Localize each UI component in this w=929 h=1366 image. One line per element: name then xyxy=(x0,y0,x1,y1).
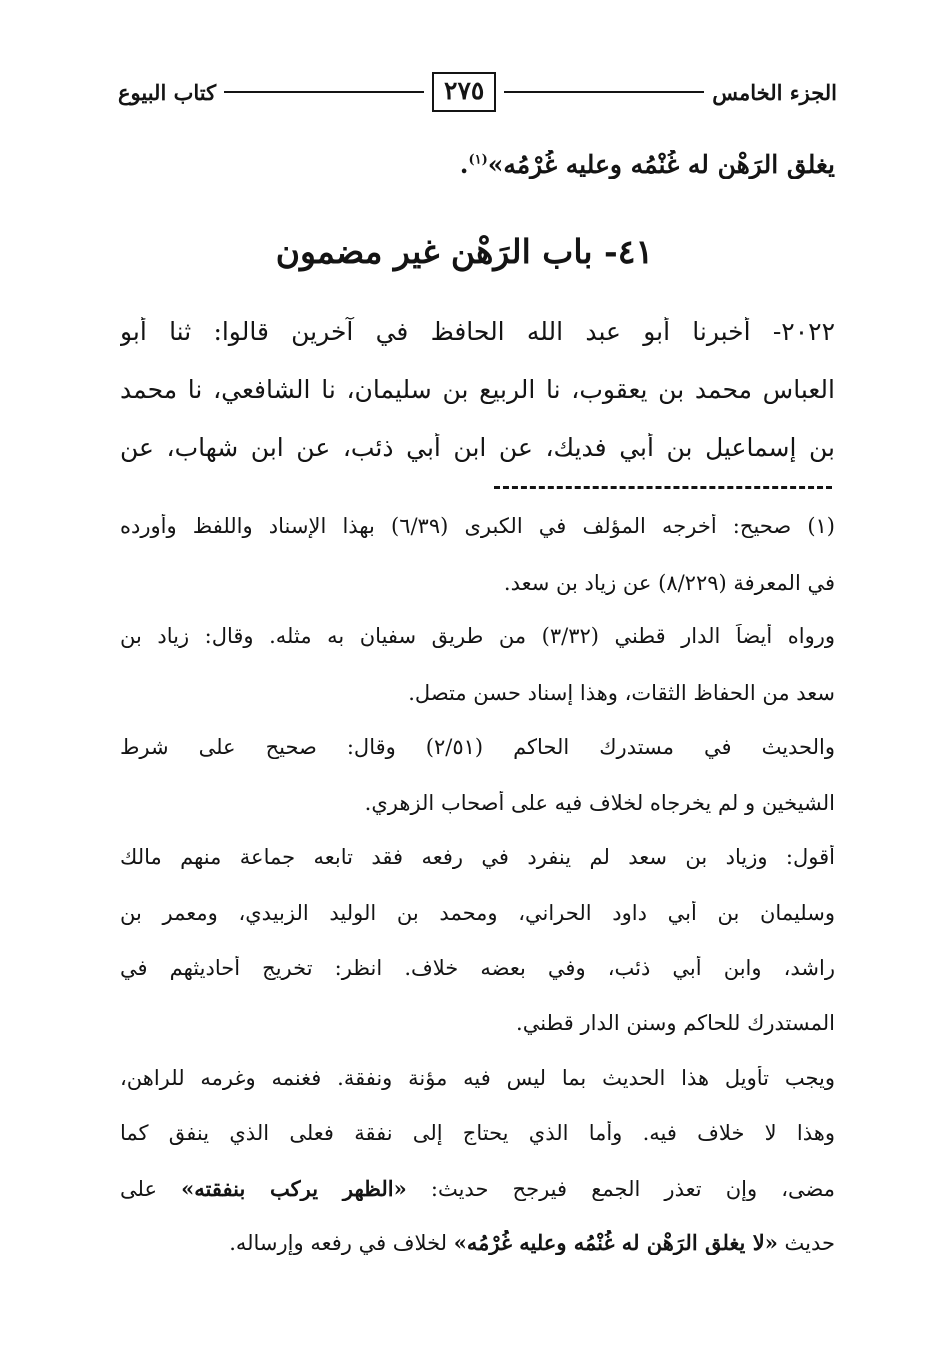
intro-line xyxy=(120,150,835,179)
quoted-hadith-1: «الظهر يركب بنفقته» xyxy=(181,1176,407,1201)
header-rule-right xyxy=(504,91,704,93)
body-line-3: بن إسماعيل بن أبي فديك، عن ابن أبي ذئب، عن ابن شهاب، عن xyxy=(120,433,835,462)
footnote-line-6: الشيخين و لم يخرجاه لخلاف فيه على أصحاب الزهري. xyxy=(364,791,835,815)
footnote-separator xyxy=(494,486,832,489)
footnote-line-7: أقول: وزياد بن سعد لم ينفرد في رفعه فقد تابعه جماعة منهم مالك xyxy=(120,845,835,869)
footnote-line-12: وهذا لا خلاف فيه. وأما الذي يحتاج إلى نفقة فعلى الذي ينفق كما xyxy=(120,1121,835,1145)
header-rule-left xyxy=(224,91,424,93)
body-line-1: ٢٠٢٢- أخبرنا أبو عبد الله الحافظ في آخرين قالوا: ثنا أبو xyxy=(120,317,835,346)
footnote-line-14-end: لخلاف في رفعه وإرساله. xyxy=(229,1231,448,1255)
footnote-line-11: ويجب تأويل هذا الحديث بما ليس فيه مؤنة ونفقة. فغنمه وغرمه للراهن، xyxy=(120,1066,835,1090)
footnote-line-14-start: حديث xyxy=(784,1231,835,1255)
footnote-line-13-start: مضى، وإن تعذر الجمع فيرجح حديث: xyxy=(430,1177,835,1201)
footnote-line-9: راشد، وابن أبي ذئب، وفي بعضه خلاف. انظر: تخريج أحاديثهم في xyxy=(120,956,835,980)
intro-end: . xyxy=(459,150,469,179)
footnote-line-2: في المعرفة (٨/٢٢٩) عن زياد بن سعد. xyxy=(503,571,835,595)
body-line-2: العباس محمد بن يعقوب، نا الربيع بن سليمان، نا الشافعي، نا محمد xyxy=(120,375,835,404)
footnote-line-1: (١) صحيح: أخرجه المؤلف في الكبرى (٦/٣٩) بهذا الإسناد واللفظ وأورده xyxy=(120,514,835,538)
footnote-line-14 xyxy=(120,1230,835,1255)
intro-text: يغلق الرَهْن له غُنْمُه وعليه غُرْمُه» xyxy=(487,150,835,179)
footnote-line-13-end: على xyxy=(120,1177,157,1201)
page-number: ٢٧٥ xyxy=(432,72,496,112)
footnote-ref: (١) xyxy=(468,152,488,168)
volume-label: الجزء الخامس xyxy=(712,79,837,105)
book-label: كتاب البيوع xyxy=(118,79,217,105)
quoted-hadith-2: «لا يغلق الرَهْن له غُنْمُه وعليه غُرْمُه» xyxy=(453,1230,778,1255)
footnote-line-10: المستدرك للحاكم وسنن الدار قطني. xyxy=(516,1011,835,1035)
chapter-title: ٤١- باب الرَهْن غير مضمون xyxy=(275,232,654,271)
footnote-line-3: ورواه أيضاً الدار قطني (٣/٣٢) من طريق سفيان به مثله. وقال: زياد بن xyxy=(120,624,835,648)
footnote-line-13 xyxy=(120,1176,835,1201)
footnote-line-5: والحديث في مستدرك الحاكم (٢/٥١) وقال: صحيح على شرط xyxy=(120,735,835,759)
footnote-line-4: سعد من الحفاظ الثقات، وهذا إسناد حسن متصل. xyxy=(408,681,835,705)
page-header xyxy=(118,70,837,114)
footnote-line-8: وسليمان بن أبي داود الحراني، ومحمد بن الوليد الزبيدي، ومعمر بن xyxy=(120,901,835,925)
